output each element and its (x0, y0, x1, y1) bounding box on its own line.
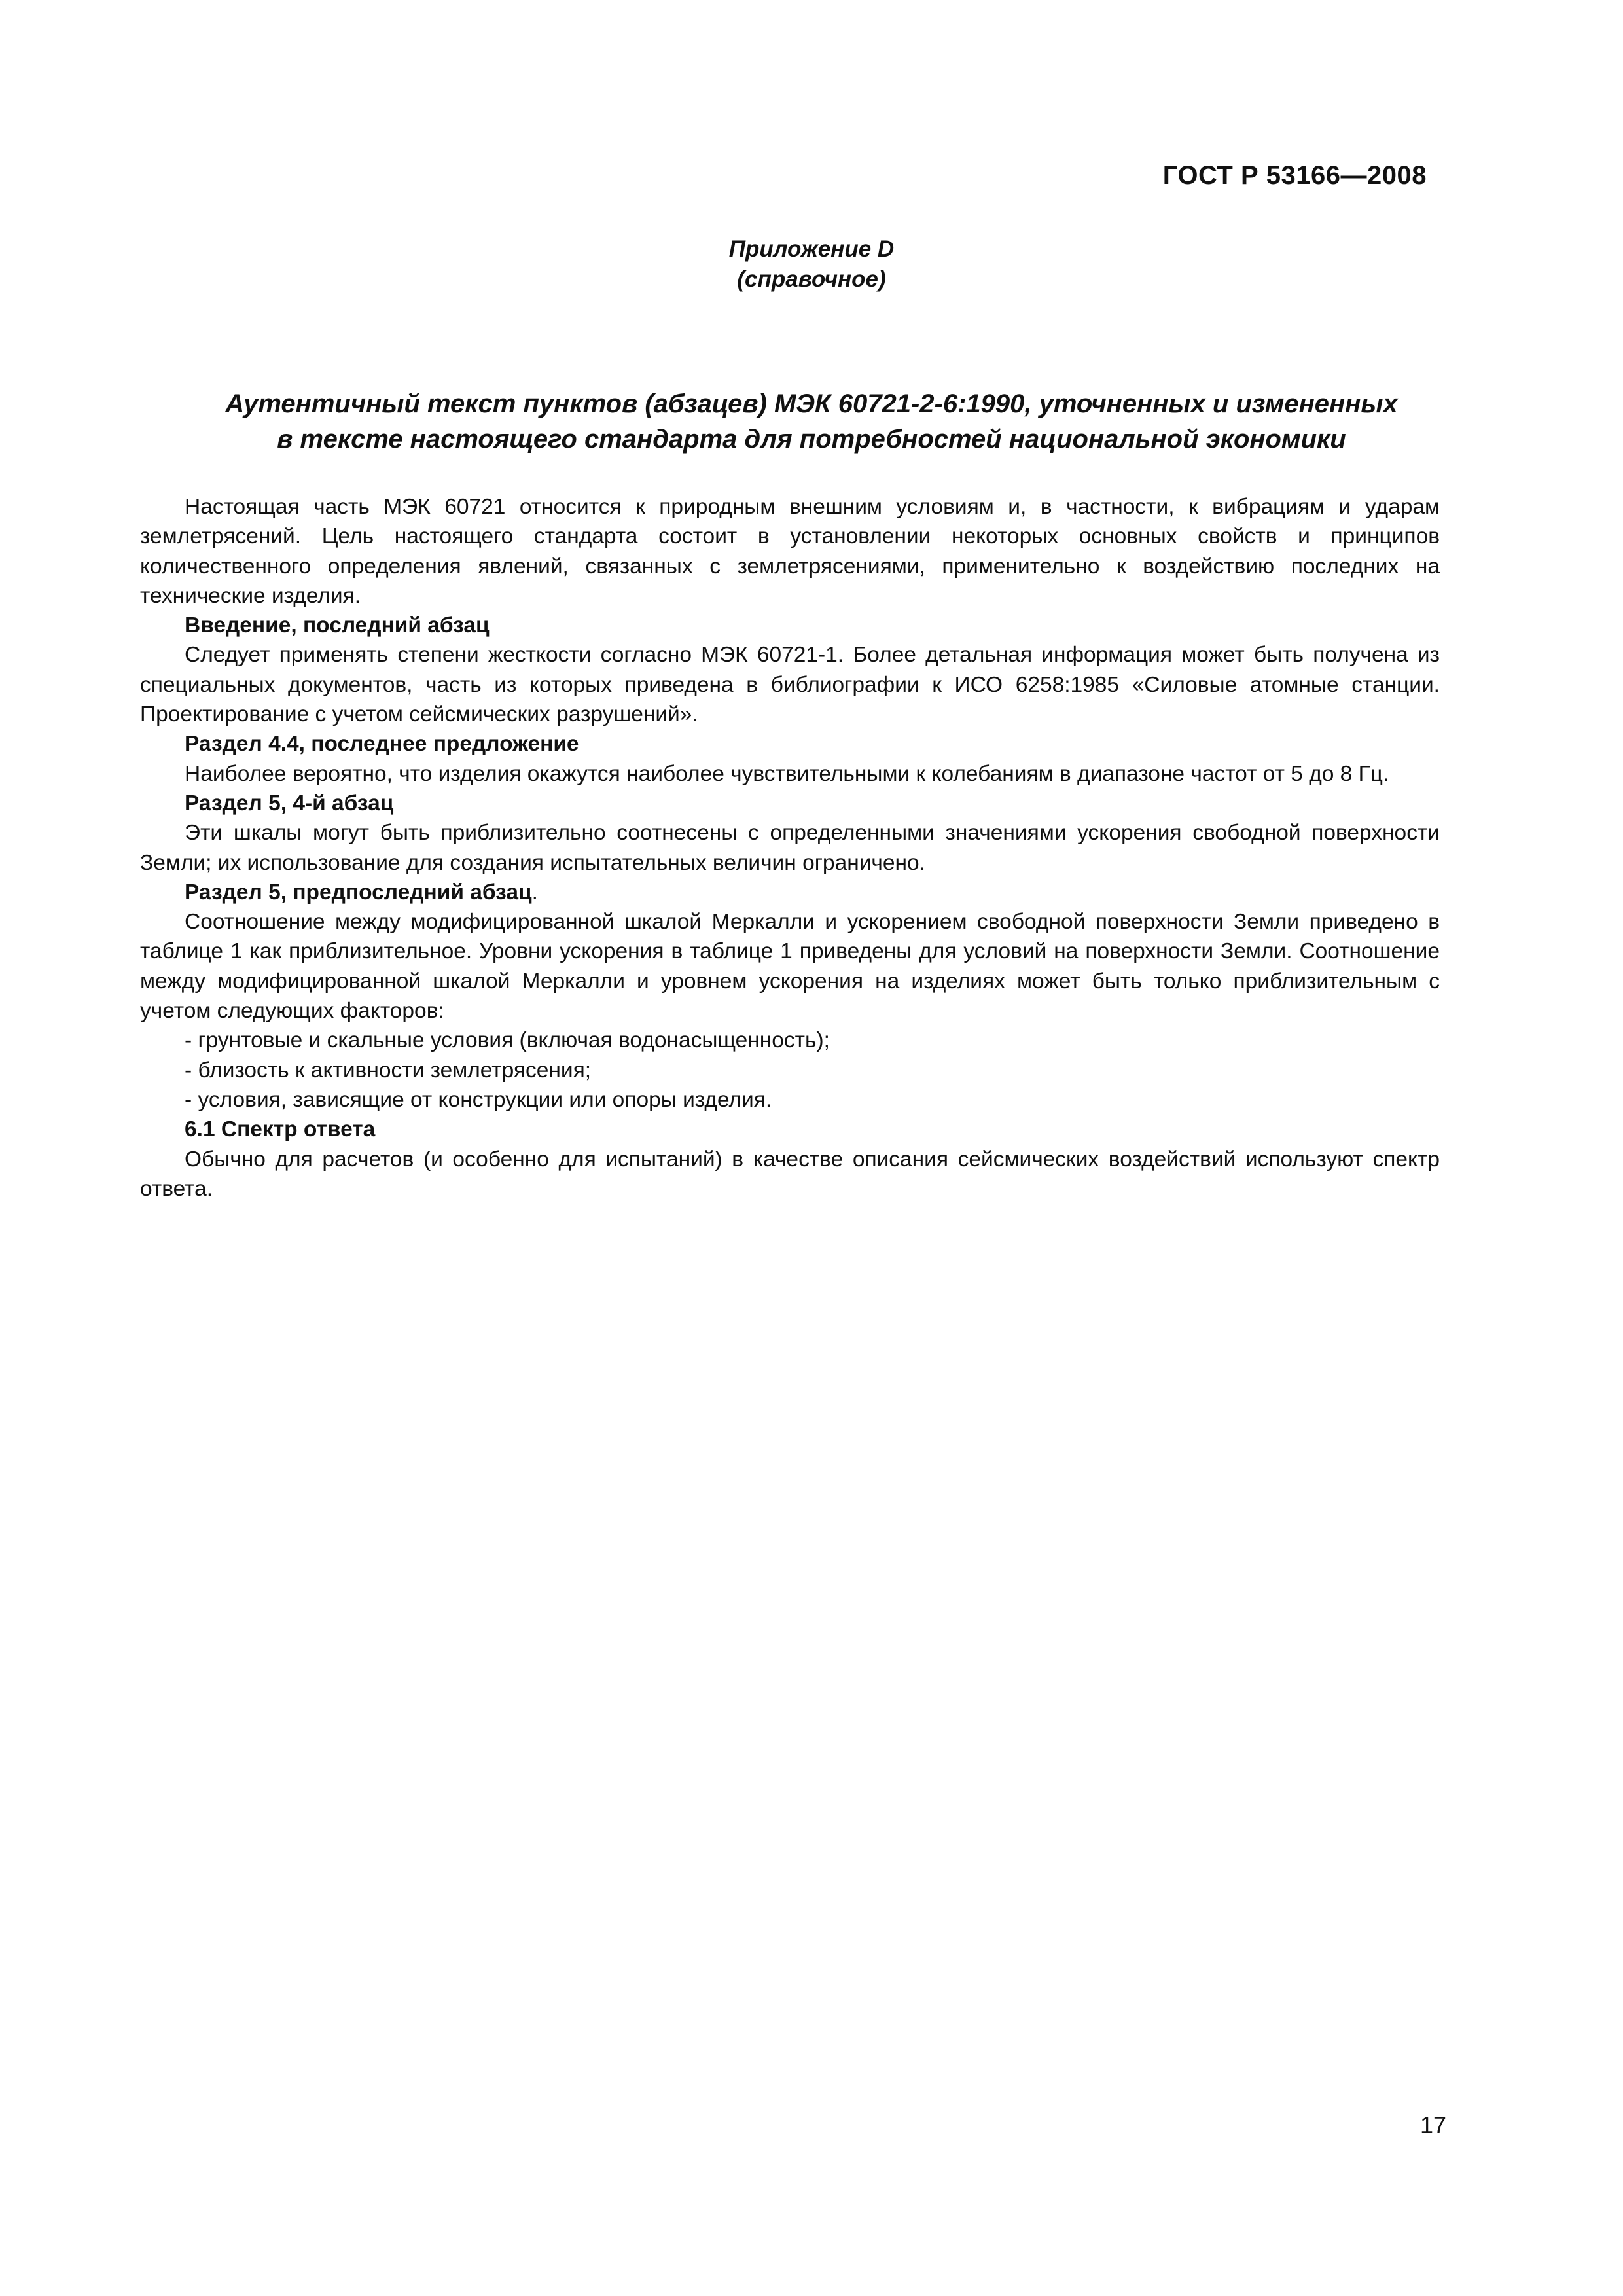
factor-list-item: - грунтовые и скальные условия (включая водонасыщенность); (185, 1028, 830, 1053)
section-heading-6-1: 6.1 Спектр ответа (185, 1117, 376, 1142)
section-heading-4-4: Раздел 4.4, последнее предложение (185, 732, 579, 757)
appendix-label: Приложение D (728, 236, 895, 262)
section-text-5-para4: Эти шкалы могут быть приблизительно соотнесены с определенными значениями ускорения свободной поверхности Земли; их использование для создания испытательных величин ограничено. (140, 821, 1440, 875)
document-title (131, 386, 1492, 457)
section-text-5-penultimate: Соотношение между модифицированной шкалой Меркалли и ускорением свободной поверхности Земли приведено в таблице 1 как приблизительное. Уровни ускорения в таблице 1 приведены для условий на поверхности Земли. Соотношение между модифицированной шкалой Меркалли и уровнем ускорения на изделиях может быть только приблизительным с учетом следующих факторов: (140, 910, 1440, 1024)
section-heading-5-penultimate-dot: . (531, 880, 538, 905)
title-line-2: в тексте настоящего стандарта для потребностей национальной экономики (277, 425, 1346, 454)
appendix-note: (справочное) (737, 266, 886, 292)
document-body (140, 492, 1440, 1204)
section-text-introduction: Следует применять степени жесткости согласно МЭК 60721-1. Более детальная информация может быть получена из специальных документов, часть из которых приведена в библиографии к ИСО 6258:1985 «Силовые атомные станции. Проектирование с учетом сейсмических разрушений». (140, 643, 1440, 727)
section-text-6-1: Обычно для расчетов (и особенно для испытаний) в качестве описания сейсмических воздействий используют спектр ответа. (140, 1147, 1440, 1201)
page-number: 17 (1419, 2111, 1446, 2138)
intro-paragraph: Настоящая часть МЭК 60721 относится к природным внешним условиям и, в частности, к вибрациям и ударам землетрясений. Цель настоящего стандарта состоит в установлении некоторых основных свойств и принципов количественного определения явлений, связанных с землетрясениями, применительно к воздействию последних на технические изделия. (140, 495, 1440, 608)
section-heading-5-penultimate-text: Раздел 5, предпоследний абзац (185, 880, 532, 905)
section-heading-5-para4: Раздел 5, 4-й абзац (185, 791, 394, 816)
section-text-4-4: Наиболее вероятно, что изделия окажутся наиболее чувствительными к колебаниям в диапазоне частот от 5 до 8 Гц. (185, 761, 1389, 786)
section-heading-introduction: Введение, последний абзац (185, 613, 490, 638)
title-line-1: Аутентичный текст пунктов (абзацев) МЭК 60721-2-6:1990, уточненных и измененных (225, 389, 1398, 418)
factor-list-item: - условия, зависящие от конструкции или опоры изделия. (185, 1087, 772, 1112)
factor-list-item: - близость к активности землетрясения; (185, 1058, 592, 1083)
appendix-heading (0, 234, 1623, 295)
section-heading-5-penultimate (140, 878, 1440, 907)
document-code: ГОСТ Р 53166—2008 (1162, 161, 1427, 190)
